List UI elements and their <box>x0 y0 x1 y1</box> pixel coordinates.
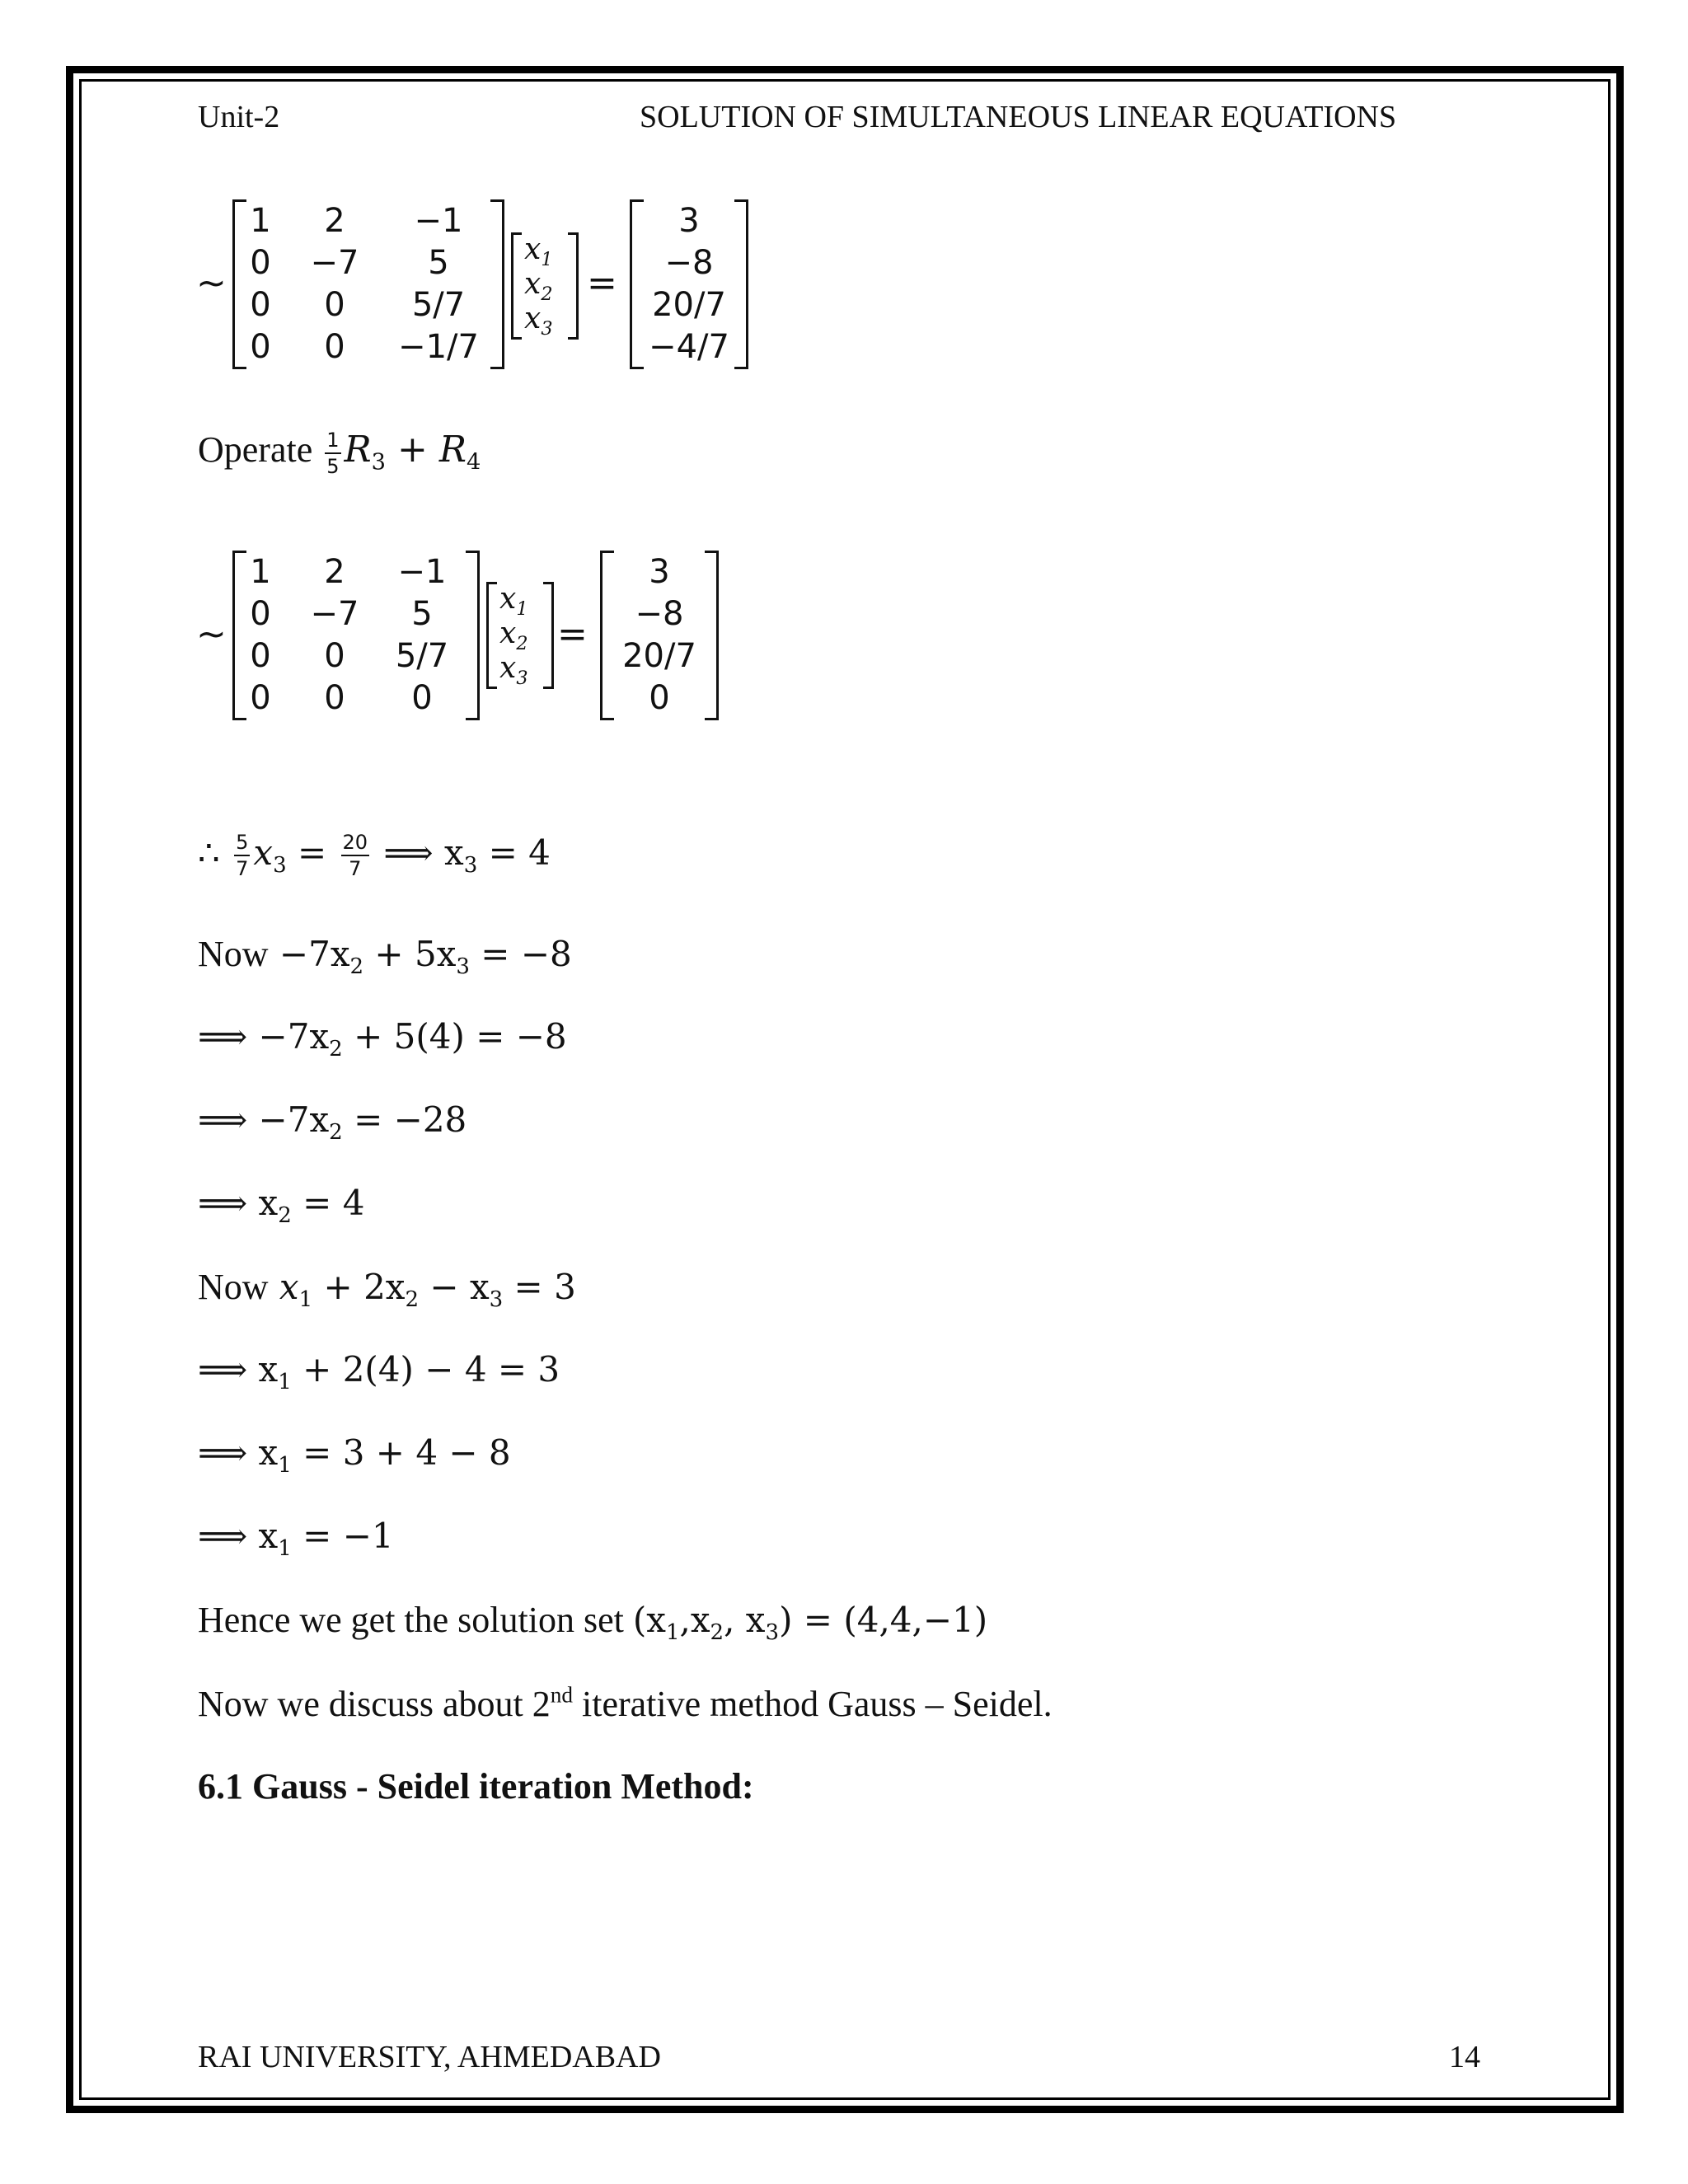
step-x3: ∴ $\frac{5}{7}$ $x_3$ = $\frac{20}{7}$ ⟹ $x_3 = 4$ <box>198 831 551 880</box>
solution-set-line: Hence we get the solution set ($x_1,x_2$, $x_3) = (4,4,-1)$ <box>198 1600 988 1646</box>
a2-r1c2: 2 <box>324 553 345 591</box>
step-x2-result: ⟹ $x_2 = 4$ <box>198 1183 365 1229</box>
b2-r1: 3 <box>649 553 670 591</box>
tilde-2: ~ <box>196 613 227 655</box>
header-title: SOLUTION OF SIMULTANEOUS LINEAR EQUATIONS <box>640 100 1397 134</box>
x2-2: $x_2$ <box>499 616 528 654</box>
a2-r3c3: 5/7 <box>395 637 449 675</box>
step-substitute-x1: ⟹ $x_1 + 2(4) - 4 = 3$ <box>198 1349 560 1395</box>
x2-1: $x_2$ <box>524 267 553 305</box>
step-substitute-x3: ⟹ $-7x_2 + 5(4) = -8$ <box>198 1016 567 1062</box>
a2-r4c2: 0 <box>324 679 345 717</box>
constant-vector-1 <box>630 199 748 369</box>
equals-2: = <box>557 613 588 655</box>
a2-r3c2: 0 <box>324 637 345 675</box>
a2-r2c3: 5 <box>411 595 433 633</box>
constant-vector-2 <box>600 551 719 720</box>
unknown-vector-1 <box>511 232 579 340</box>
a1-r4c1: 0 <box>250 328 271 366</box>
discuss-line: Now we discuss about 2nd iterative method Gauss – Seidel. <box>198 1682 1053 1724</box>
a1-r3c3: 5/7 <box>411 286 466 324</box>
operate-label: Operate <box>198 429 313 470</box>
a1-r4c2: 0 <box>324 328 345 366</box>
b2-r3: 20/7 <box>622 637 696 675</box>
b1-r3: 20/7 <box>652 286 726 324</box>
a1-r1c3: −1 <box>414 202 463 240</box>
a2-r4c3: 0 <box>411 679 433 717</box>
a1-r2c3: 5 <box>428 244 449 282</box>
b1-r2: −8 <box>664 244 714 282</box>
page-number: 14 <box>1449 2040 1480 2074</box>
coefficient-matrix-1 <box>232 199 504 369</box>
header-unit: Unit-2 <box>198 100 280 134</box>
a1-r4c3: −1/7 <box>398 328 479 366</box>
a1-r2c2: −7 <box>310 244 359 282</box>
a2-r4c1: 0 <box>250 679 271 717</box>
a1-r1c1: 1 <box>250 202 271 240</box>
a2-r1c3: −1 <box>397 553 447 591</box>
b2-r2: −8 <box>635 595 684 633</box>
step-simplify-x1: ⟹ $x_1 = 3 + 4 - 8$ <box>198 1432 511 1479</box>
therefore-symbol: ∴ <box>198 832 220 873</box>
x1-1: $x_1$ <box>524 232 553 270</box>
a1-r3c1: 0 <box>250 286 271 324</box>
b2-r4: 0 <box>649 679 670 717</box>
fraction-one-fifth: $\frac{1}{5}$ <box>326 428 340 478</box>
x3-2: $x_3$ <box>499 651 528 689</box>
section-heading: 6.1 Gauss - Seidel iteration Method: <box>198 1766 754 1807</box>
b1-r4: −4/7 <box>649 328 729 366</box>
step-x1-result: ⟹ $x_1 = -1$ <box>198 1516 394 1562</box>
a1-r1c2: 2 <box>324 202 345 240</box>
a2-r2c2: −7 <box>310 595 359 633</box>
x3-1: $x_3$ <box>524 302 553 340</box>
unknown-vector-2 <box>486 582 554 689</box>
coefficient-matrix-2 <box>232 551 480 720</box>
a1-r2c1: 0 <box>250 244 271 282</box>
a2-r1c1: 1 <box>250 553 271 591</box>
a2-r2c1: 0 <box>250 595 271 633</box>
a2-r3c1: 0 <box>250 637 271 675</box>
x1-2: $x_1$ <box>499 582 528 620</box>
step-now-eq1: Now $x_1 + 2x_2 - x_3 = 3$ <box>198 1267 576 1313</box>
equals-1: = <box>587 262 617 304</box>
step-now-eq2: Now $-7x_2 + 5x_3 = -8$ <box>198 934 572 980</box>
footer-university: RAI UNIVERSITY, AHMEDABAD <box>198 2040 661 2074</box>
tilde-1: ~ <box>196 262 227 304</box>
operate-line: Operate $\frac{1}{5}$ $R_3 + R_4$ <box>198 428 481 478</box>
step-simplify-x2: ⟹ $-7x_2 = -28$ <box>198 1099 467 1146</box>
b1-r1: 3 <box>678 202 700 240</box>
a1-r3c2: 0 <box>324 286 345 324</box>
